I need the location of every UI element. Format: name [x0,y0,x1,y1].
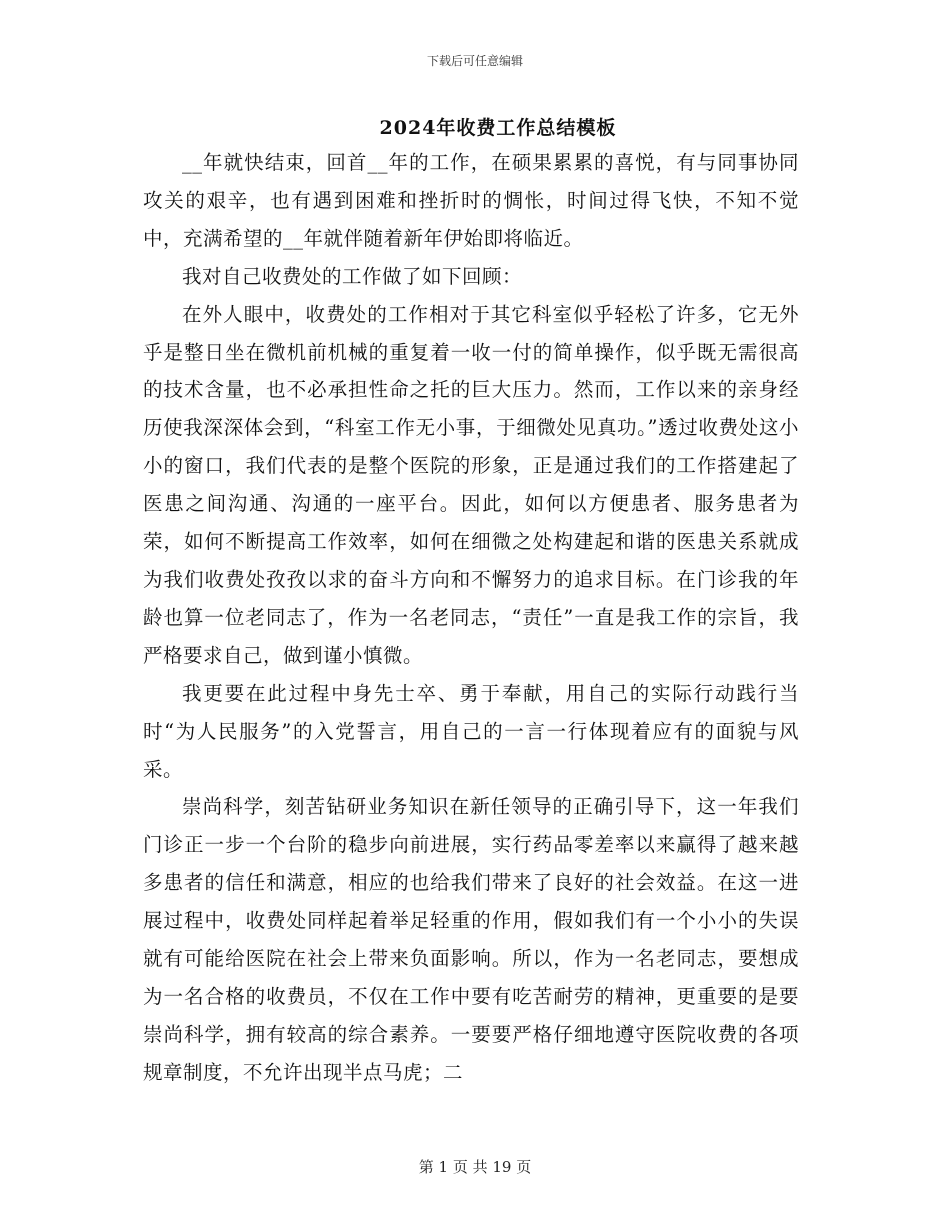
header-note: 下载后可任意编辑 [426,54,523,68]
page-number: 第 1 页 共 19 页 [418,1158,532,1176]
paragraph-dedication: 我更要在此过程中身先士卒、勇于奉献，用自己的实际行动践行当时“为人民服务”的入党誓言，用自己的一言一行体现着应有的面貌与风采。 [143,681,799,781]
paragraph-work-description: 在外人眼中，收费处的工作相对于其它科室似乎轻松了许多，它无外乎是整日坐在微机前机械的重复着一收一付的简单操作，似乎既无需很高的技术含量，也不必承担性命之托的巨大压力。然而，工作以来的亲身经历使我深深体会到，“科室工作无小事，于细微处见真功。”透过收费处这小小的窗口，我们代表的是整个医院的形象，正是通过我们的工作搭建起了医患之间沟通、沟通的一座平台。因此，如何以方便患者、服务患者为荣，如何不断提高工作效率，如何在细微之处构建起和谐的医患关系就成为我们收费处孜孜以求的奋斗方向和不懈努力的追求目标。在门诊我的年龄也算一位老同志了，作为一名老同志，“责任”一直是我工作的宗旨，我严格要求自己，做到谨小慎微。 [143,302,799,667]
paragraph-intro: __年就快结束，回首__年的工作，在硕果累累的喜悦，有与同事协同攻关的艰辛，也有遇到困难和挫折时的惆怅，时间过得飞快，不知不觉中，充满希望的__年就伴随着新年伊始即将临近。 [143,151,799,250]
paragraph-review: 我对自己收费处的工作做了如下回顾： [182,264,523,288]
paragraph-science: 崇尚科学，刻苦钻研业务知识在新任领导的正确引导下，这一年我们门诊正一步一个台阶的稳步向前进展，实行药品零差率以来赢得了越来越多患者的信任和满意，相应的也给我们带来了良好的社会效益。在这一进展过程中，收费处同样起着举足轻重的作用，假如我们有一个小小的失误就有可能给医院在社会上带来负面影响。所以，作为一名老同志，要想成为一名合格的收费员，不仅在工作中要有吃苦耐劳的精神，更重要的是要崇尚科学，拥有较高的综合素养。一要要严格仔细地遵守医院收费的各项规章制度，不允许出现半点马虎；二 [143,795,799,1084]
document-title: 2024年收费工作总结模板 [379,117,617,139]
document-body [143,144,799,1092]
